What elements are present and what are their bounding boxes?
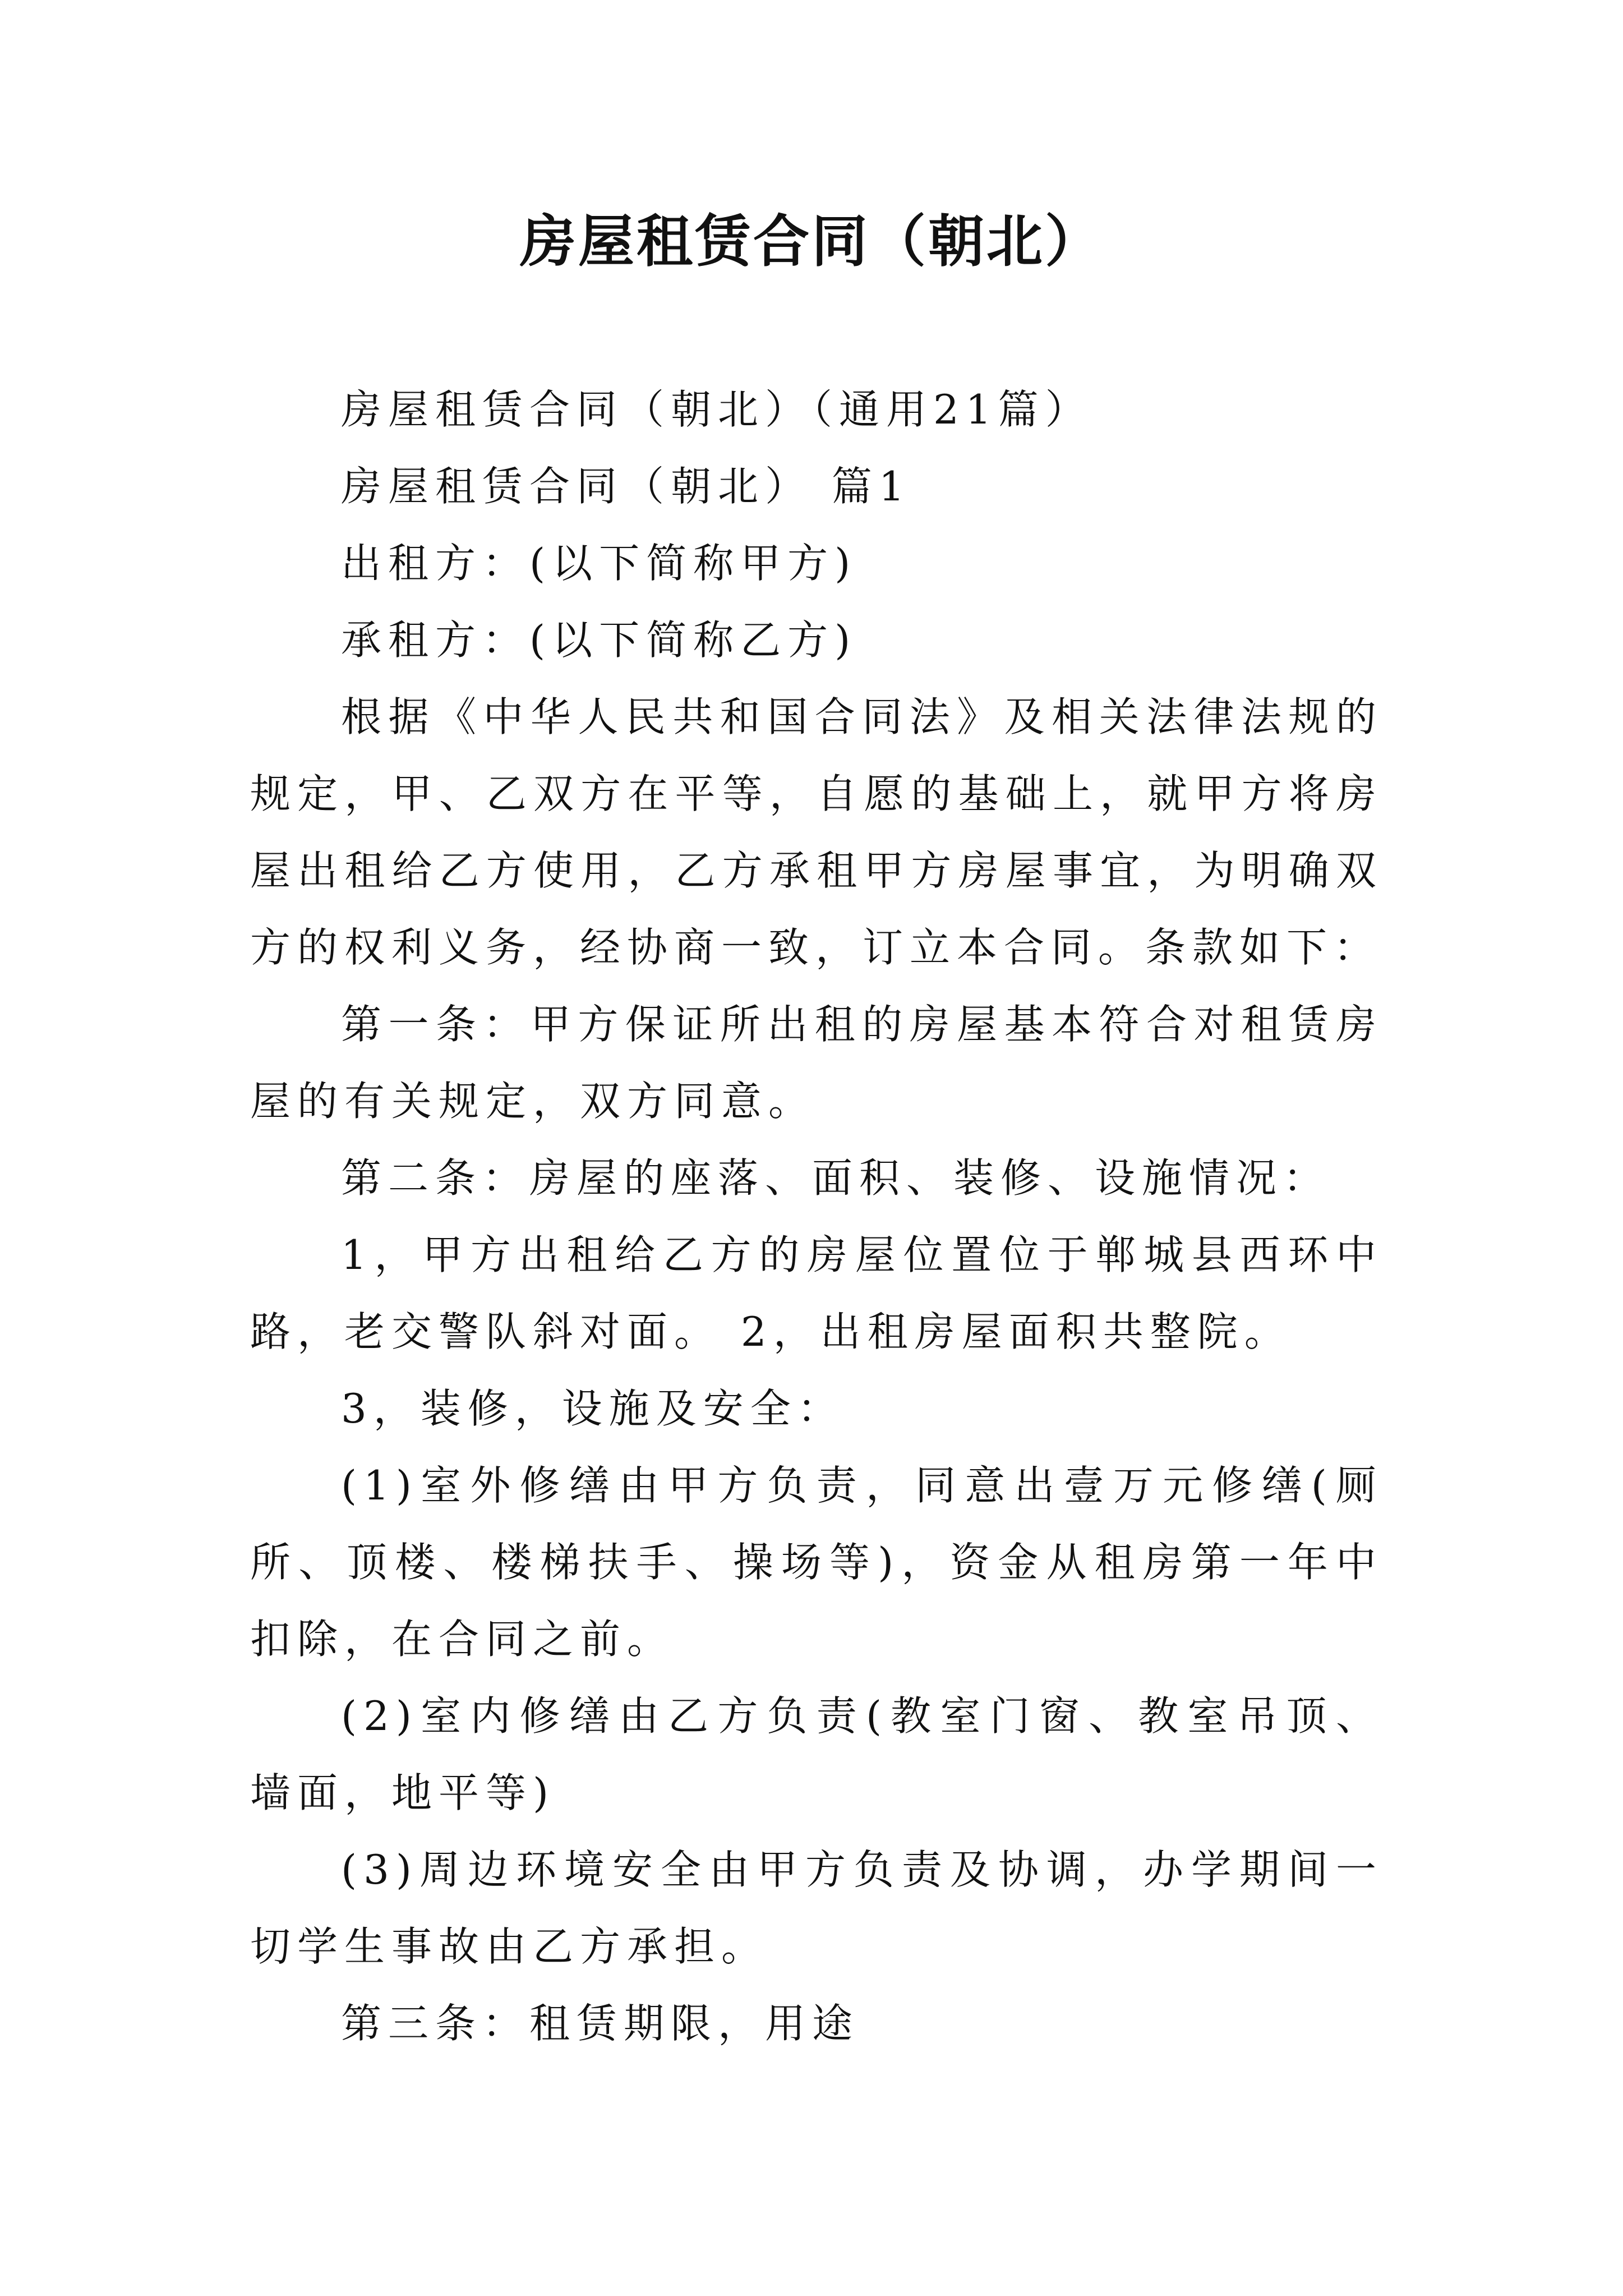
paragraph-article-2: 第二条：房屋的座落、面积、装修、设施情况：: [341, 1154, 1331, 1202]
paragraph-preamble: 根据《中华人民共和国合同法》及相关法律法规的规定，甲、乙双方在平等，自愿的基础上，就甲方将房屋出租给乙方使用，乙方承租甲方房屋事宜，为明确双方的权利义务，经协商一致，订立本合同。条款如下：: [250, 693, 1383, 971]
paragraph-subtitle: 房屋租赁合同（朝北）（通用21篇）: [341, 386, 1092, 433]
paragraph-lessor: 出租方：(以下简称甲方): [341, 540, 857, 587]
paragraph-item-1-2: 1，甲方出租给乙方的房屋位置位于郸城县西环中路，老交警队斜对面。 2，出租房屋面积共整院。: [250, 1231, 1383, 1355]
paragraph-article-3: 第三条：租赁期限，用途: [341, 2000, 860, 2047]
paragraph-subitem-1: (1)室外修缮由甲方负责，同意出壹万元修缮(厕所、顶楼、楼梯扶手、操场等)，资金从租房第一年中扣除，在合同之前。: [250, 1462, 1383, 1663]
paragraph-subitem-3: (3)周边环境安全由甲方负责及协调，办学期间一切学生事故由乙方承担。: [250, 1846, 1383, 1970]
paragraph-subitem-2: (2)室内修缮由乙方负责(教室门窗、教室吊顶、墙面，地平等): [250, 1692, 1383, 1816]
document-body: [250, 371, 1383, 2062]
paragraph-section-heading: 房屋租赁合同（朝北） 篇1: [341, 463, 911, 510]
paragraph-lessee: 承租方：(以下简称乙方): [341, 616, 857, 664]
document-title: 房屋租赁合同（朝北）: [520, 208, 1103, 274]
paragraph-item-3: 3，装修，设施及安全：: [341, 1385, 845, 1432]
paragraph-article-1: 第一条：甲方保证所出租的房屋基本符合对租赁房屋的有关规定，双方同意。: [250, 1001, 1383, 1125]
